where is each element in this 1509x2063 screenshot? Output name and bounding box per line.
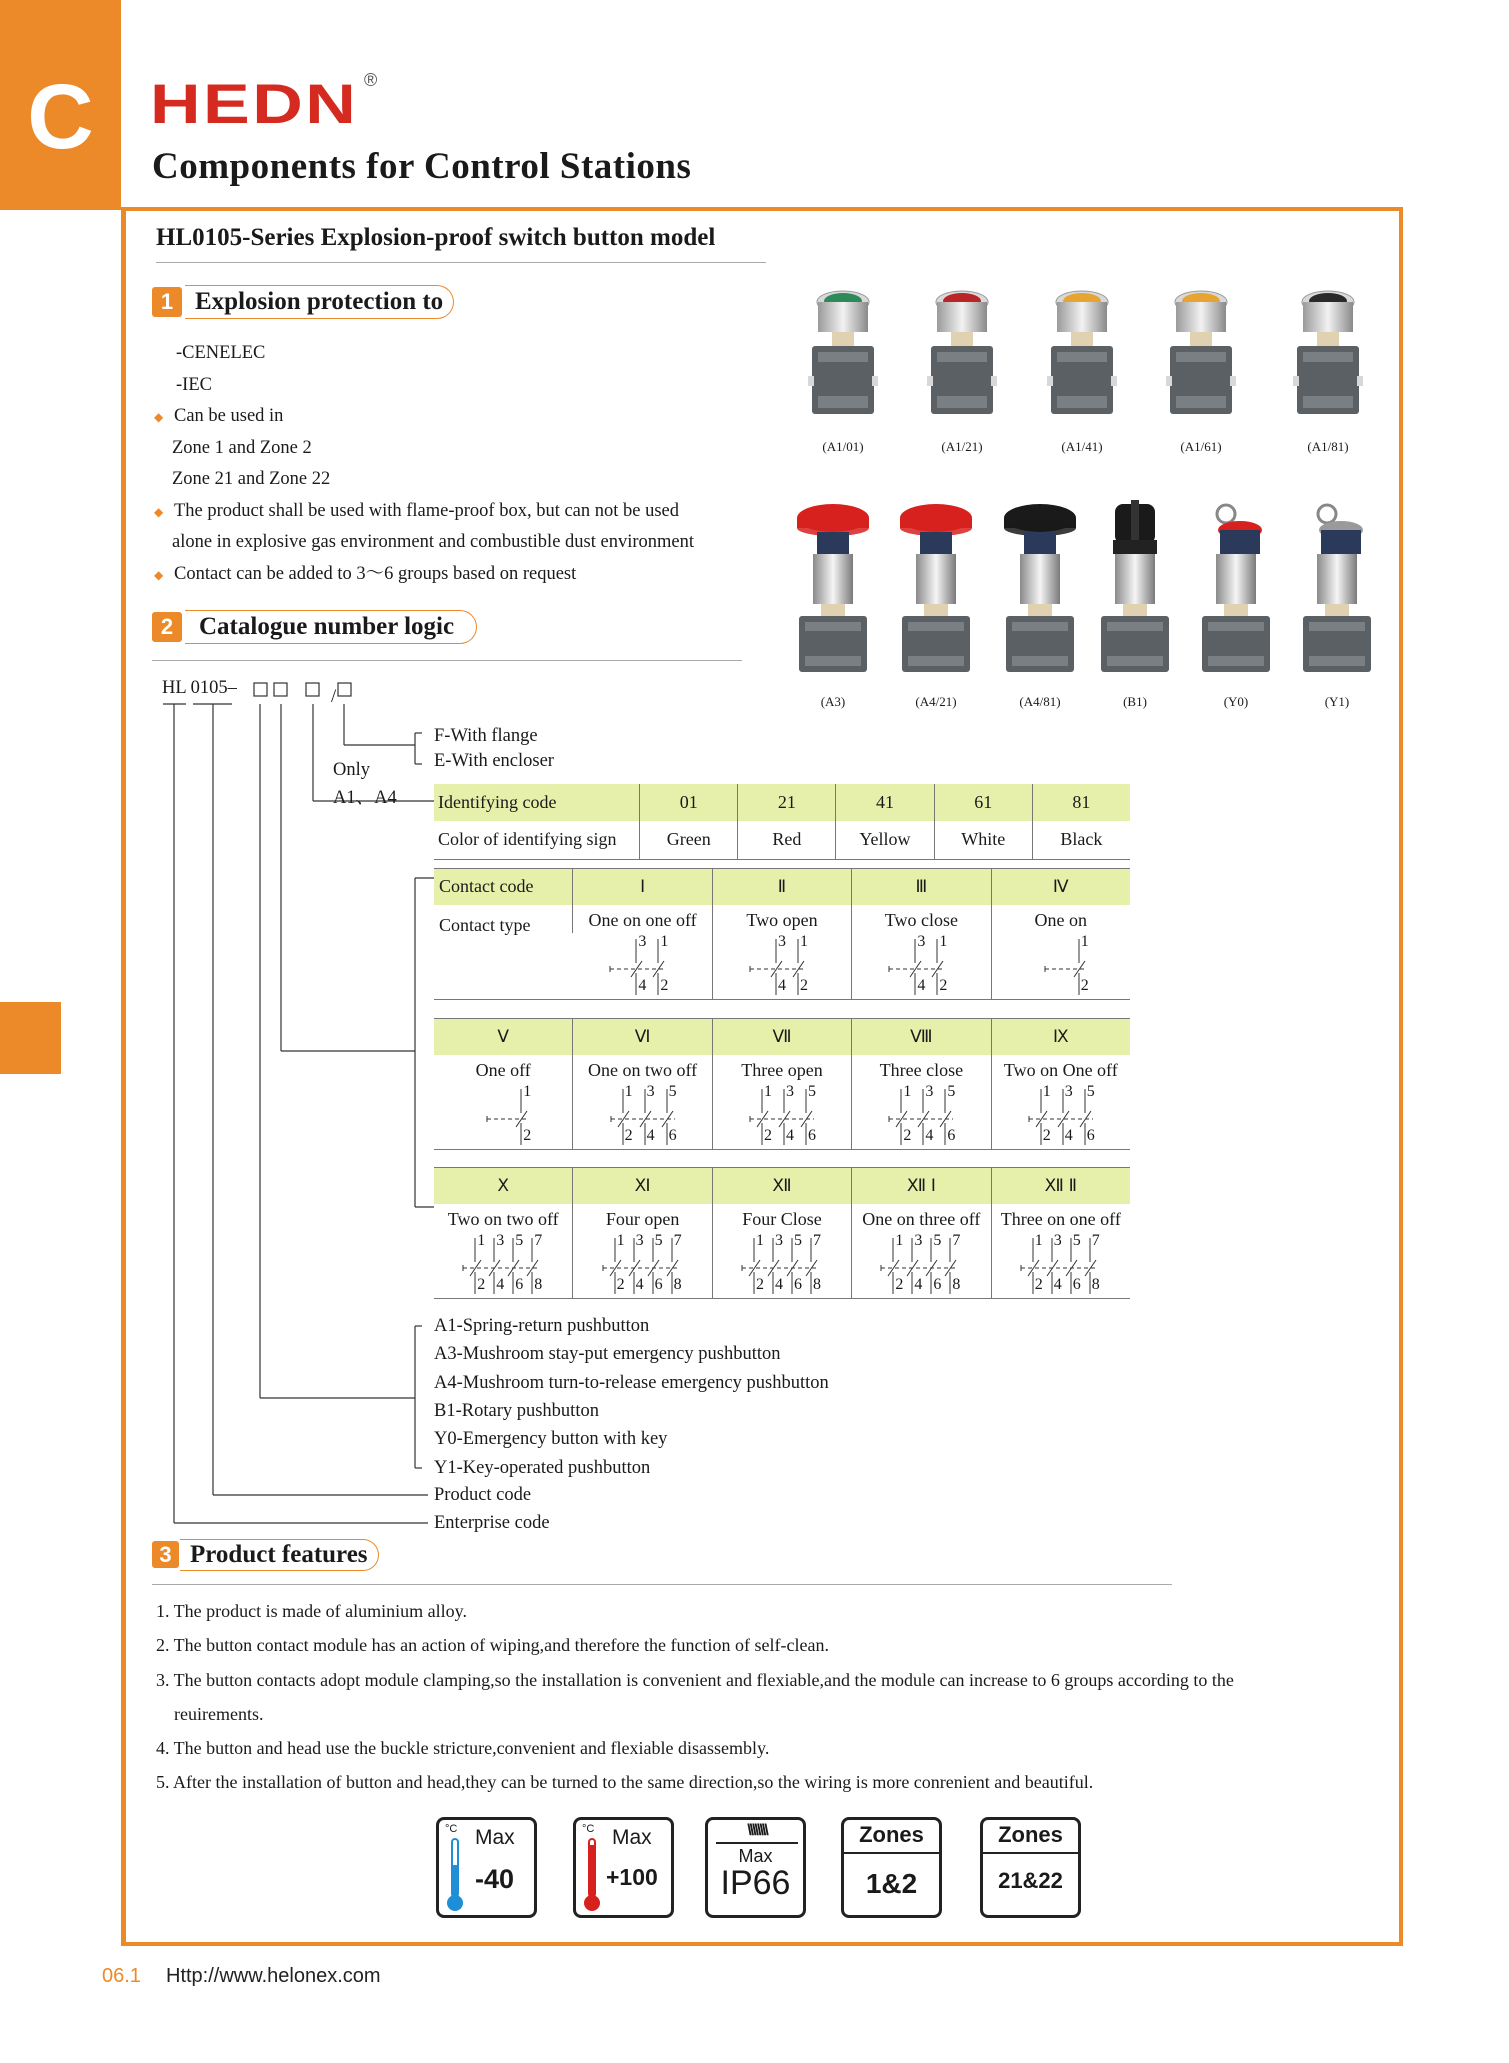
contact-symbol-cell [852,1232,991,1299]
feature-item: 4. The button and head use the buckle stricture,convenient and flexiable disassembly. [156,1738,770,1758]
terminal-number: 2 [1080,976,1089,994]
terminal-number: 5 [947,1082,956,1100]
terminal-number: 4 [777,976,786,994]
registered-mark: ® [364,70,378,90]
contact-symbol-wrap [1009,1083,1113,1149]
contact-symbol [869,1083,973,1149]
terminal-number: 1 [755,1231,764,1249]
slash: / [331,687,337,707]
encloser-option: E-With encloser [434,751,554,771]
icon-top-label: Zones [844,1820,939,1854]
contact-code-table [434,868,1130,1000]
product-code-caption: (Y1) [1324,694,1350,709]
contact-symbol-wrap [1009,933,1113,999]
terminal-number: 2 [477,1275,486,1293]
icon-value: IP66 [720,1864,791,1902]
product-code-caption: (A1/61) [1180,439,1222,454]
terminal-number: 3 [1053,1231,1062,1249]
page-title: Components for Control Stations [152,146,692,187]
icon-value: 1&2 [865,1868,918,1899]
terminal-number: 2 [799,976,808,994]
contact-symbol-cell [991,933,1130,1000]
contact-code-cell: Ⅲ [852,869,991,905]
model-option: Y1-Key-operated pushbutton [434,1457,651,1478]
contact-symbol-cell [573,933,712,1000]
terminal-number: 1 [1034,1231,1043,1249]
contact-name-cell: One on one off [573,905,712,933]
contact-symbol-wrap [730,1083,834,1149]
contact-code-cell: Ⅳ [991,869,1130,905]
contact-name-cell: Two on two off [447,1209,559,1229]
contact-symbol-wrap [730,933,834,999]
terminal-number: 6 [668,1126,677,1144]
contact-code-cell: Ⅶ [712,1019,851,1055]
terminal-number: 3 [785,1082,794,1100]
product-code-caption: (A1/81) [1307,439,1349,454]
contact-symbol-wrap [869,1083,973,1149]
model-option: A1-Spring-return pushbutton [434,1316,650,1336]
contact-code-table [434,1018,1130,1150]
contact-symbol [1009,1083,1113,1149]
bullet-diamond: ◆ [154,504,164,519]
contact-type-label: Contact type [439,914,531,935]
terminal-number: 1 [660,932,669,950]
contact-code-row [434,1019,1130,1055]
brand-logo: HEDN [150,72,359,135]
contact-code-cell: Ⅷ [852,1019,991,1055]
contact-symbol-wrap [451,1232,555,1298]
terminal-number: 6 [807,1126,816,1144]
terminal-number: 5 [1086,1082,1095,1100]
contact-name-cell: Three open [712,1055,851,1083]
contact-code-cell: Ⅵ [573,1019,712,1055]
section-heading: Product features [180,1539,379,1571]
terminal-number: 2 [895,1275,904,1293]
terminal-number: 1 [939,932,948,950]
bullet-diamond: ◆ [154,567,164,582]
flange-option: F-With flange [434,726,538,746]
product-code-caption: (B1) [1123,694,1147,709]
color-sign-label: Color of identifying sign [438,829,617,850]
max-temp-icon [573,1817,674,1918]
icon-value: +100 [606,1864,658,1890]
contact-name-row [434,1055,1130,1083]
terminal-number: 6 [654,1275,663,1293]
terminal-number: 7 [952,1231,961,1249]
product-code-caption: (A1/21) [941,439,983,454]
contact-name-cell: Two close [852,905,991,933]
terminal-number: 3 [496,1231,505,1249]
contact-symbol-wrap [869,1232,973,1298]
contact-code-cell: Ⅸ [991,1019,1130,1055]
terminal-number: 8 [673,1275,682,1293]
contact-symbol [451,1083,555,1149]
terminal-number: 3 [638,932,647,950]
terminal-number: 1 [903,1082,912,1100]
contact-symbol-cell [712,933,851,1000]
protection-standard: -IEC [176,374,212,395]
thermometer-icon [445,1835,465,1915]
feature-item: 2. The button contact module has an action of wiping,and therefore the function of self-clean. [156,1635,829,1655]
identifying-code-cell: 41 [836,784,934,821]
contact-name-cell: Three on one off [991,1204,1130,1232]
terminal-number: 1 [763,1082,772,1100]
hatch-icon: \\\\\\\\ [716,1820,798,1844]
identifying-color-cell: Red [738,821,836,859]
contact-symbol-cell [991,1232,1130,1299]
terminal-number: 4 [1053,1275,1062,1293]
terminal-number: 2 [1042,1126,1051,1144]
contact-symbol [591,1083,695,1149]
section-letter: C [27,66,94,168]
contact-name-row [434,905,1130,933]
contact-symbol [1009,933,1113,999]
thermometer-icon [582,1835,602,1915]
terminal-number: 6 [947,1126,956,1144]
icon-top-label: Zones [983,1820,1078,1854]
identifying-code-table [434,784,1130,860]
terminal-number: 5 [807,1082,816,1100]
contact-code-cell: Ⅻ Ⅰ [852,1168,991,1204]
section-number-badge: 1 [152,287,182,317]
terminal-number: 8 [534,1275,543,1293]
unit-label: °C [582,1823,595,1835]
feature-item: reuirements. [174,1704,264,1724]
contact-name-cell: One on two off [573,1055,712,1083]
terminal-number: 4 [917,976,926,994]
contact-code-cell: Ⅻ [712,1168,851,1204]
contact-name-cell: One on [991,905,1130,933]
model-option: A4-Mushroom turn-to-release emergency pushbutton [434,1372,829,1393]
divider [152,1584,1172,1585]
terminal-number: 4 [496,1275,505,1293]
terminal-number: 4 [646,1126,655,1144]
terminal-number: 7 [1091,1231,1100,1249]
identifying-code-cell: 81 [1032,784,1130,821]
terminal-number: 3 [925,1082,934,1100]
terminal-number: 5 [515,1231,524,1249]
bullet-text: Can be used in [174,406,284,426]
product-code-caption: (A3) [820,694,846,709]
section-number-badge: 2 [152,612,182,642]
gas-zones-icon [841,1817,942,1918]
page-number: 06.1 [102,1965,141,1987]
terminal-number: 8 [812,1275,821,1293]
terminal-number: 4 [914,1275,923,1293]
terminal-number: 1 [799,932,808,950]
contact-code-cell: Ⅹ [497,1175,510,1195]
contact-name-cell: Two on One off [991,1055,1130,1083]
product-code-caption: (A1/41) [1061,439,1103,454]
terminal-number: 1 [624,1082,633,1100]
product-code-caption: (A4/21) [915,694,957,709]
terminal-number: 2 [1034,1275,1043,1293]
contact-symbol-cell [712,1232,851,1299]
product-code-caption: (Y0) [1223,694,1249,709]
contact-name-cell: Two open [712,905,851,933]
identifying-code-cell: 01 [640,784,738,821]
only-models: A1、A4 [333,788,397,808]
terminal-number: 2 [939,976,948,994]
terminal-number: 6 [933,1275,942,1293]
feature-item: 3. The button contacts adopt module clamping,so the installation is convenient and flexiable,and the module can increase to 6 groups according to the [156,1670,1234,1690]
ip-rating-icon [705,1817,806,1918]
terminal-number: 4 [774,1275,783,1293]
protection-standard: -CENELEC [176,343,266,363]
icon-top-label: Max [475,1826,515,1849]
contact-code-table [434,1167,1130,1299]
contact-symbol-cell [573,1083,712,1150]
model-option: B1-Rotary pushbutton [434,1400,599,1421]
contact-code-row [434,1168,1130,1204]
contact-code-cell: Ⅴ [497,1026,510,1046]
product-code-caption: (A1/01) [822,439,864,454]
terminal-number: 4 [635,1275,644,1293]
contact-symbol-wrap [869,933,973,999]
terminal-number: 5 [1072,1231,1081,1249]
website-url: Http://www.helonex.com [166,1965,381,1987]
section-heading: Explosion protection to [185,285,454,319]
terminal-number: 5 [654,1231,663,1249]
terminal-number: 2 [660,976,669,994]
terminal-number: 4 [785,1126,794,1144]
contact-symbol-wrap [590,933,694,999]
terminal-number: 1 [1042,1082,1051,1100]
model-option: Y0-Emergency button with key [434,1429,668,1450]
terminal-number: 6 [1072,1275,1081,1293]
dust-zones-icon [980,1817,1081,1918]
unit-label: °C [445,1823,458,1835]
terminal-number: 6 [515,1275,524,1293]
identifying-code-cell: 61 [934,784,1032,821]
contact-symbol-wrap [1009,1232,1113,1298]
terminal-number: 5 [793,1231,802,1249]
contact-symbol-wrap [451,1083,555,1149]
contact-symbol-cell [573,1232,712,1299]
terminal-number: 1 [1080,932,1089,950]
contact-name-row [434,1204,1130,1232]
terminal-number: 1 [616,1231,625,1249]
identifying-color-cell: White [934,821,1032,859]
icon-value: 21&22 [998,1868,1063,1893]
contact-symbol [730,1083,834,1149]
terminal-number: 5 [933,1231,942,1249]
terminal-number: 2 [616,1275,625,1293]
identifying-code-label: Identifying code [438,792,557,812]
terminal-number: 4 [638,976,647,994]
contact-code-cell: Ⅱ [712,869,851,905]
min-temp-icon [436,1817,537,1918]
contact-name-cell: Four Close [712,1204,851,1232]
terminal-number: 7 [534,1231,543,1249]
terminal-number: 6 [793,1275,802,1293]
terminal-number: 8 [952,1275,961,1293]
contact-symbol-wrap [730,1232,834,1298]
terminal-number: 2 [903,1126,912,1144]
code-prefix: HL 0105– [162,678,237,698]
product-code-caption: (A4/81) [1019,694,1061,709]
contact-symbol-wrap [591,1232,695,1298]
series-title: HL0105-Series Explosion-proof switch button model [156,224,716,251]
section-heading: Catalogue number logic [185,610,477,644]
contact-name-cell: Four open [573,1204,712,1232]
bullet-text: The product shall be used with flame-proof box, but can not be used [174,500,680,521]
enterprise-code-label: Enterprise code [434,1513,550,1533]
bullet-text: Contact can be added to 3～6 groups based on request [174,563,577,584]
terminal-number: 7 [812,1231,821,1249]
contact-name-cell: Three close [852,1055,991,1083]
icon-value: -40 [475,1864,515,1894]
contact-symbol-cell [991,1083,1130,1150]
contact-name-cell: One off [475,1060,531,1080]
terminal-number: 3 [635,1231,644,1249]
identifying-code-cell: 21 [738,784,836,821]
terminal-number: 1 [477,1231,486,1249]
contact-symbol-cell [434,1083,573,1150]
terminal-number: 2 [624,1126,633,1144]
identifying-color-cell: Green [640,821,738,859]
terminal-number: 7 [673,1231,682,1249]
terminal-number: 4 [925,1126,934,1144]
terminal-number: 3 [1064,1082,1073,1100]
terminal-number: 5 [668,1082,677,1100]
contact-symbol-row [434,1232,1130,1299]
terminal-number: 3 [917,932,926,950]
terminal-number: 3 [914,1231,923,1249]
identifying-color-cell: Yellow [836,821,934,859]
terminal-number: 6 [1086,1126,1095,1144]
contact-name-cell: One on three off [852,1204,991,1232]
identifying-color-cell: Black [1032,821,1130,859]
terminal-number: 8 [1091,1275,1100,1293]
icon-top-label: Max [738,1846,773,1866]
contact-symbol-cell [712,1083,851,1150]
terminal-number: 4 [1064,1126,1073,1144]
terminal-number: 3 [777,932,786,950]
model-option: A3-Mushroom stay-put emergency pushbutton [434,1344,781,1365]
contact-symbol-cell [852,1083,991,1150]
contact-symbol-cell [434,1232,573,1299]
contact-code-cell: Ⅻ Ⅱ [991,1168,1130,1204]
contact-symbol-wrap [591,1083,695,1149]
contact-code-label: Contact code [439,876,534,897]
section-number-badge: 3 [152,1541,179,1568]
contact-symbol-cell [852,933,991,1000]
terminal-number: 2 [523,1126,532,1144]
feature-item: 5. After the installation of button and head,they can be turned to the same direction,so the wiring is more conrenient and beautiful. [156,1772,1094,1792]
bullet-subtext: Zone 21 and Zone 22 [172,469,331,489]
bullet-diamond: ◆ [154,410,164,424]
product-code-label: Product code [434,1485,532,1505]
contact-code-cell: Ⅰ [573,869,712,905]
only-label: Only [333,760,370,780]
contact-code-cell: Ⅺ [573,1168,712,1204]
bullet-subtext: alone in explosive gas environment and combustible dust environment [172,532,695,552]
bullet-subtext: Zone 1 and Zone 2 [172,437,312,458]
contact-code-row [434,869,1130,905]
terminal-number: 3 [774,1231,783,1249]
feature-item: 1. The product is made of aluminium alloy. [156,1601,467,1621]
terminal-number: 3 [646,1082,655,1100]
icon-top-label: Max [612,1826,652,1849]
terminal-number: 1 [523,1082,532,1100]
terminal-number: 1 [895,1231,904,1249]
contact-symbol-row [434,1083,1130,1150]
terminal-number: 2 [755,1275,764,1293]
terminal-number: 2 [763,1126,772,1144]
